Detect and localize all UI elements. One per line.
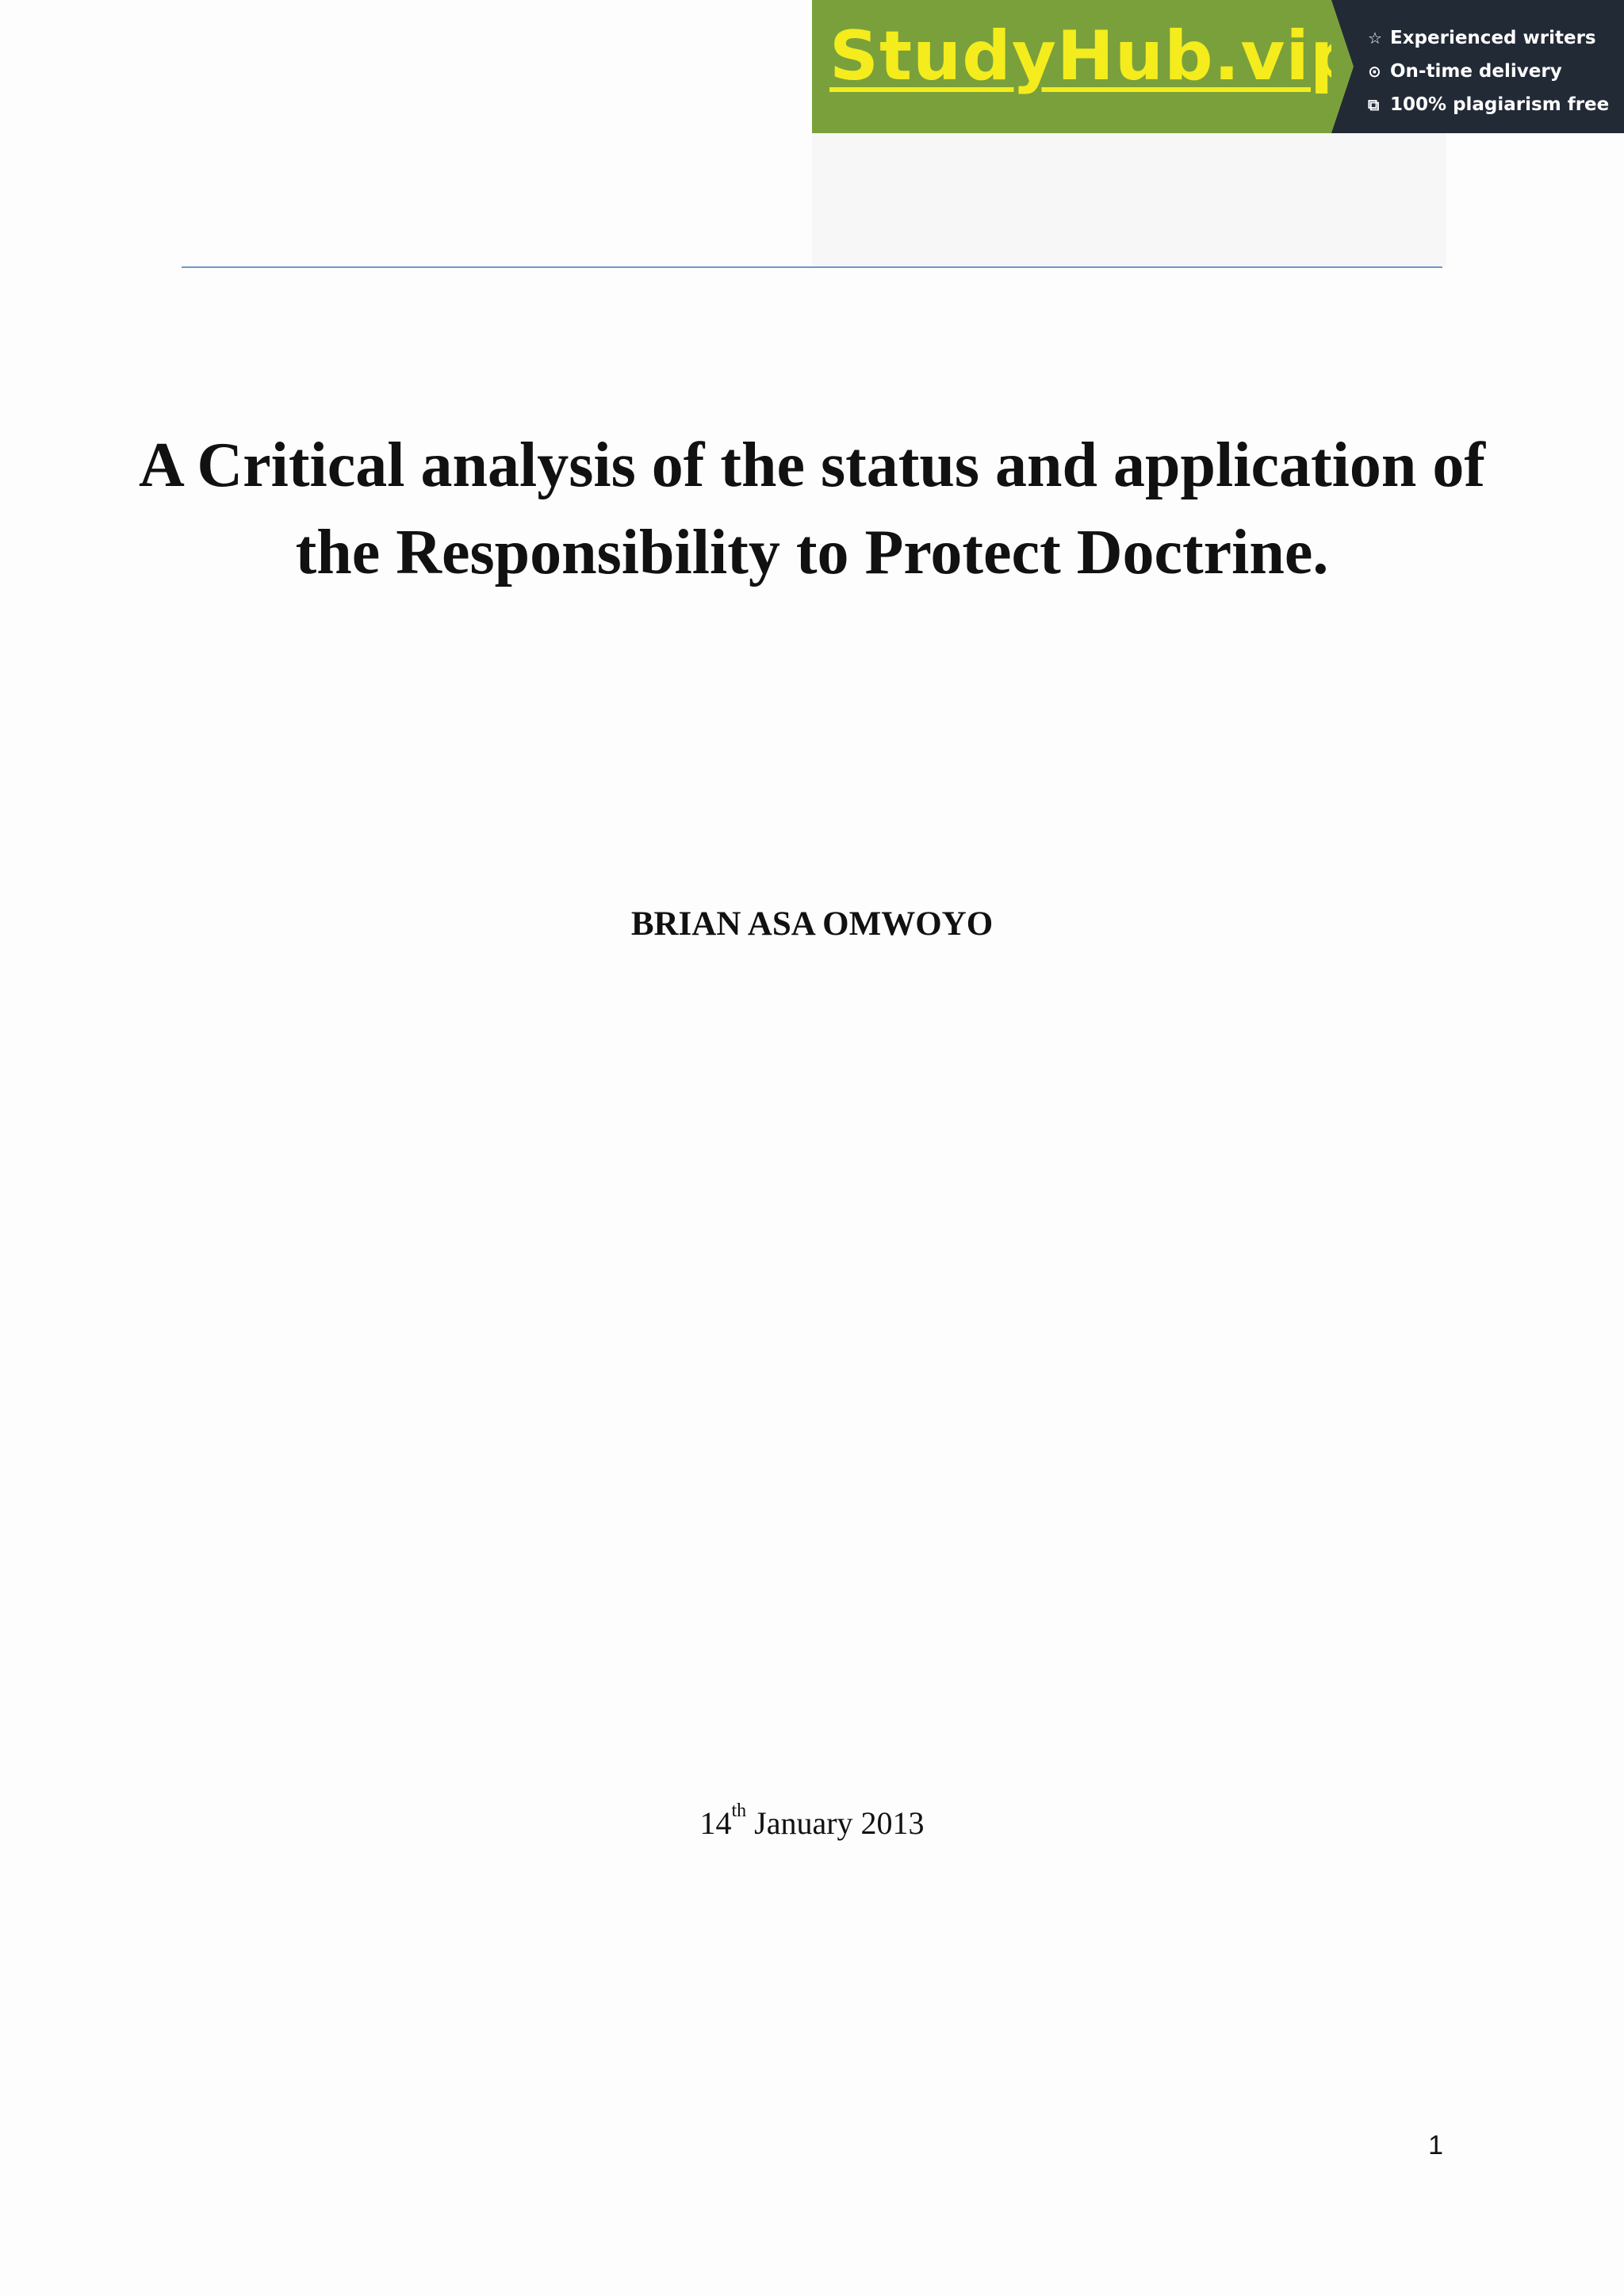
feature-item	[1368, 88, 1624, 121]
studyhub-banner[interactable]	[812, 0, 1624, 133]
feature-item	[1368, 21, 1624, 55]
features-panel	[1331, 0, 1624, 133]
banner-shadow-area	[812, 133, 1446, 266]
date-month-year: January 2013	[746, 1805, 925, 1841]
document-title: A Critical analysis of the status and application of the Responsibility to Protect Doctrine.	[139, 430, 1485, 587]
page-number: 1	[1428, 2130, 1443, 2160]
feature-label: On-time delivery	[1390, 61, 1562, 82]
feature-label: 100% plagiarism free	[1390, 94, 1610, 115]
author-name: BRIAN ASA OMWOYO	[630, 905, 994, 943]
date-day: 14	[699, 1805, 732, 1841]
feature-label: Experienced writers	[1390, 28, 1596, 48]
date-suffix: th	[731, 1800, 747, 1821]
clock-icon: ⊙	[1368, 62, 1381, 81]
feature-item	[1368, 55, 1624, 88]
brand-panel	[812, 0, 1360, 133]
document-date	[0, 1801, 1624, 1846]
star-icon: ☆	[1368, 29, 1382, 48]
copy-icon: ⧉	[1368, 95, 1380, 114]
brand-logo[interactable]: StudyHub.vip	[829, 17, 1360, 96]
header-rule	[182, 266, 1442, 268]
